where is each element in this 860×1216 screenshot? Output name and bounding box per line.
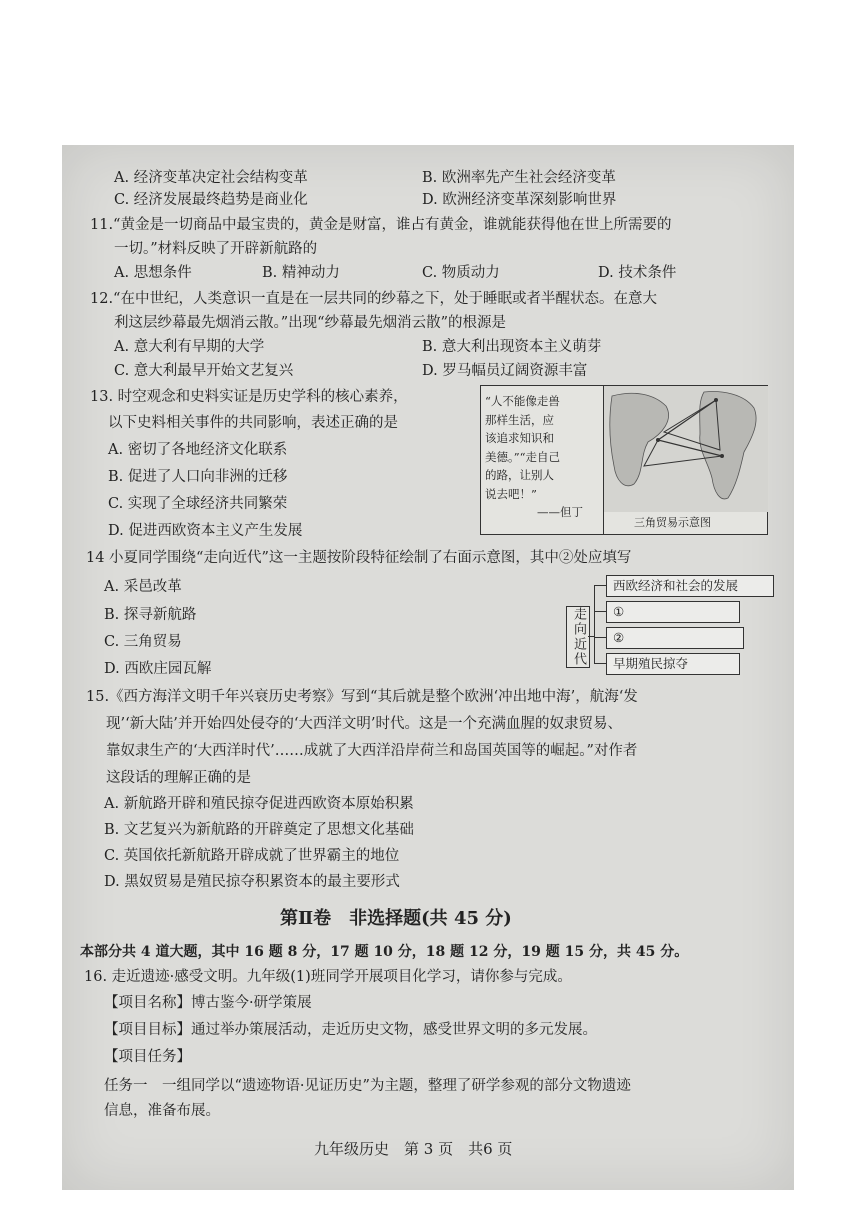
- q11-option-c: C. 物质动力: [422, 265, 500, 281]
- prev-option-a: A. 经济变革决定社会结构变革: [114, 170, 308, 186]
- q14-option-c: C. 三角贸易: [104, 634, 182, 650]
- diagram-box-4: 早期殖民掠夺: [606, 653, 740, 675]
- q16-project-name: 【项目名称】博古鉴今·研学策展: [104, 995, 312, 1011]
- q15-stem-line4: 这段话的理解正确的是: [106, 770, 251, 786]
- q15-option-d: D. 黑奴贸易是殖民掠夺积累资本的最主要形式: [104, 874, 400, 890]
- diagram-tick-4: [594, 663, 606, 664]
- q13-option-a: A. 密切了各地经济文化联系: [108, 442, 288, 458]
- diagram-box-1: 西欧经济和社会的发展: [606, 575, 774, 597]
- q13-figure: [480, 385, 768, 535]
- q14-option-a: A. 采邑改革: [104, 579, 182, 595]
- q11-stem-line2: 一切。”材料反映了开辟新航路的: [114, 241, 318, 257]
- q13-stem-line1: 13. 时空观念和史料实证是历史学科的核心素养，: [90, 389, 408, 405]
- q12-option-d: D. 罗马幅员辽阔资源丰富: [422, 363, 588, 379]
- q11-option-d: D. 技术条件: [598, 265, 677, 281]
- q11-option-a: A. 思想条件: [114, 265, 192, 281]
- section2-intro: 本部分共 4 道大题，其中 16 题 8 分，17 题 10 分，18 题 12 分，19 题 15 分，共 45 分。: [80, 944, 689, 960]
- q12-stem-line2: 利这层纱幕最先烟消云散。”出现“纱幕最先烟消云散”的根源是: [114, 315, 506, 331]
- diagram-tick-3: [594, 637, 606, 638]
- section2-title: 第Ⅱ卷 非选择题(共 45 分): [280, 908, 512, 929]
- q13-option-b: B. 促进了人口向非洲的迁移: [108, 469, 288, 485]
- q16-task-heading: 【项目任务】: [104, 1049, 191, 1065]
- q15-option-b: B. 文艺复兴为新航路的开辟奠定了思想文化基础: [104, 822, 414, 838]
- map-caption: 三角贸易示意图: [634, 516, 711, 529]
- q12-option-b: B. 意大利出现资本主义萌芽: [422, 339, 602, 355]
- q14-option-b: B. 探寻新航路: [104, 607, 197, 623]
- q16-task1-line2: 信息，准备布展。: [104, 1103, 220, 1119]
- triangle-trade-map: [603, 386, 768, 534]
- q11-option-b: B. 精神动力: [262, 265, 340, 281]
- prev-option-c: C. 经济发展最终趋势是商业化: [114, 192, 308, 208]
- q16-project-goal: 【项目目标】通过举办策展活动，走近历史文物，感受世界文明的多元发展。: [104, 1022, 597, 1038]
- q15-option-c: C. 英国依托新航路开辟成就了世界霸主的地位: [104, 848, 400, 864]
- q12-option-c: C. 意大利最早开始文艺复兴: [114, 363, 294, 379]
- q15-stem-line2: 现’‘新大陆’并开始四处侵夺的‘大西洋文明’时代。这是一个充满血腥的奴隶贸易、: [106, 716, 623, 732]
- page-footer: 九年级历史 第 3 页 共6 页: [314, 1140, 513, 1158]
- q14-stem: 14 小夏同学围绕“走向近代”这一主题按阶段特征绘制了右面示意图，其中②处应填写: [86, 550, 632, 566]
- map-illustration-icon: [604, 386, 768, 512]
- q13-option-c: C. 实现了全球经济共同繁荣: [108, 496, 288, 512]
- q11-stem-line1: 11.“黄金是一切商品中最宝贵的，黄金是财富，谁占有黄金，谁就能获得他在世上所需要的: [90, 217, 672, 233]
- q13-stem-line2: 以下史料相关事件的共同影响，表述正确的是: [108, 415, 398, 431]
- quote-author: ——但丁: [537, 505, 583, 519]
- diagram-tick-2: [594, 611, 606, 612]
- q13-option-d: D. 促进西欧资本主义产生发展: [108, 523, 303, 539]
- q15-stem-line1: 15.《西方海洋文明千年兴衰历史考察》写到“其后就是整个欧洲‘冲出地中海’，航海‘发: [86, 689, 638, 705]
- q14-option-d: D. 西欧庄园瓦解: [104, 661, 212, 677]
- q12-option-a: A. 意大利有早期的大学: [114, 339, 265, 355]
- q12-stem-line1: 12.“在中世纪，人类意识一直是在一层共同的纱幕之下，处于睡眠或者半醒状态。在意大: [90, 291, 657, 307]
- prev-option-b: B. 欧洲率先产生社会经济变革: [422, 170, 616, 186]
- q15-option-a: A. 新航路开辟和殖民掠夺促进西欧资本原始积累: [104, 796, 414, 812]
- diagram-bracket: [594, 585, 595, 663]
- diagram-tick-1: [594, 585, 606, 586]
- diagram-box-3: ②: [606, 627, 744, 649]
- dante-quote: “人不能像走兽那样生活，应该追求知识和美德。”“走自己的路，让别人说去吧！”: [485, 394, 561, 501]
- diagram-box-2: ①: [606, 601, 740, 623]
- q15-stem-line3: 靠奴隶生产的‘大西洋时代’……成就了大西洋沿岸荷兰和岛国英国等的崛起。”对作者: [106, 743, 638, 759]
- prev-option-d: D. 欧洲经济变革深刻影响世界: [422, 192, 617, 208]
- q16-task1-line1: 任务一 一组同学以“遗迹物语·见证历史”为主题，整理了研学参观的部分文物遗迹: [104, 1078, 631, 1094]
- diagram-root: 走向近代: [566, 606, 590, 668]
- q16-stem: 16. 走近遗迹·感受文明。九年级(1)班同学开展项目化学习，请你参与完成。: [84, 969, 572, 985]
